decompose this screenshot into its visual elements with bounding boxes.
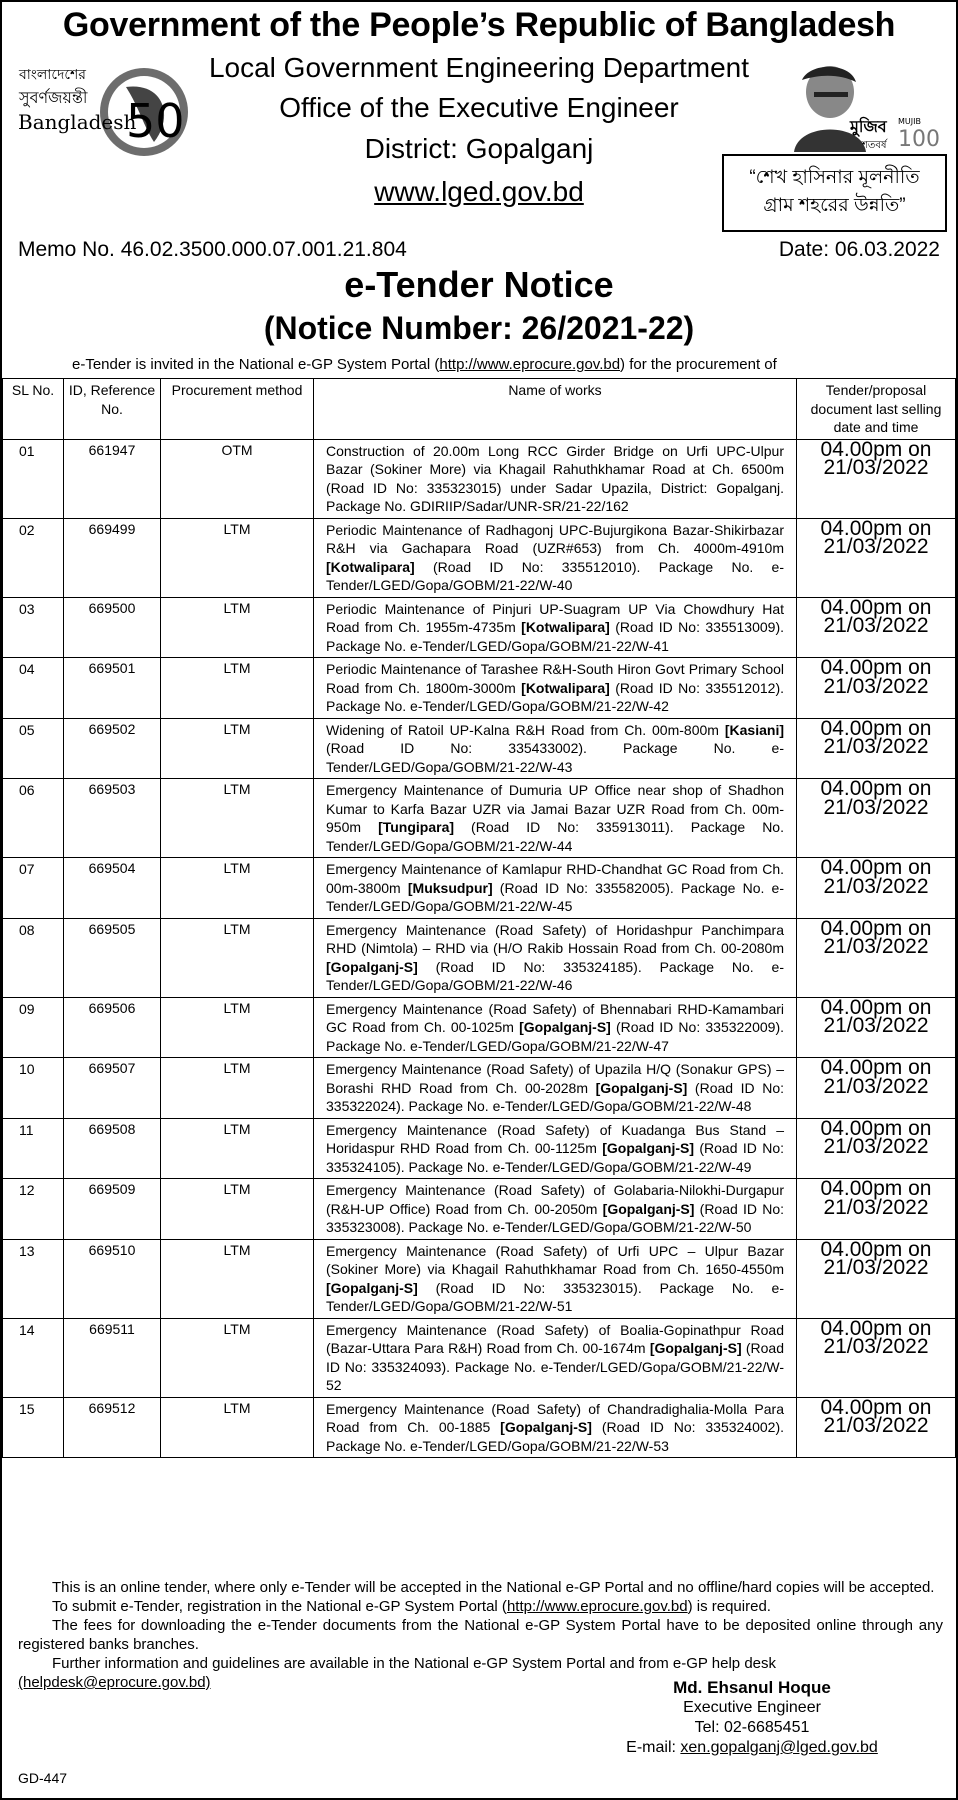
- work-name-text: Periodic Maintenance of Radhagonj UPC-Bujurgikona Bazar-Shikirbazar R&H via Gachapara Road (UZR#653) from Ch. 4000m-4910m: [326, 521, 784, 556]
- slogan-box: [722, 154, 947, 232]
- work-name-text-post: (Road ID No: 335913011). Package No. Tender/LGED/Gopa/GOBM/21-22/W-44: [326, 819, 784, 854]
- row-id: 669502: [64, 718, 161, 779]
- row-name-of-work: [314, 718, 797, 779]
- work-upazila: [Kotwalipara]: [521, 679, 610, 696]
- col-name: Name of works: [314, 379, 797, 440]
- row-name-of-work: [314, 1179, 797, 1240]
- row-name-of-work: [314, 858, 797, 919]
- row-sl: 08: [3, 918, 64, 997]
- work-name-text-post: (Road ID No: 335322024). Package No. e-Tender/LGED/Gopa/GOBM/21-22/W-48: [326, 1079, 784, 1114]
- row-sl: 05: [3, 718, 64, 779]
- row-id: 669509: [64, 1179, 161, 1240]
- work-name-text-post: (Road ID No: 335323008). Package No. e-Tender/LGED/Gopa/GOBM/21-22/W-50: [326, 1200, 785, 1235]
- logo-50-text: 50: [126, 94, 185, 148]
- row-method: LTM: [161, 518, 314, 597]
- row-method: LTM: [161, 1118, 314, 1179]
- work-name-text: Periodic Maintenance of Pinjuri UP-Suagram UP Via Chowdhury Hat Road from Ch. 1955m-4735m: [326, 600, 784, 635]
- work-upazila: [Kotwalipara]: [521, 619, 610, 635]
- table-header-row: [3, 379, 956, 440]
- work-name-text: Emergency Maintenance (Road Safety) of Bhennabari RHD-Kamambari GC Road from Ch. 00-1025m: [326, 1000, 784, 1035]
- table-row: [3, 1239, 956, 1318]
- work-name-text-post: (Road ID No: 335324105). Package No. e-Tender/LGED/Gopa/GOBM/21-22/W-49: [326, 1140, 784, 1175]
- work-name-text-post: (Road ID No: 335512010). Package No. e-Tender/LGED/Gopa/GOBM/21-22/W-40: [326, 558, 784, 593]
- work-name-text: Emergency Maintenance (Road Safety) of Upazila H/Q (Sonakur GPS) – Borashi RHD Road from Ch. 00-2028m: [326, 1061, 784, 1096]
- logo-bangladesh-text: Bangladesh: [18, 110, 137, 134]
- table-row: [3, 518, 956, 597]
- work-name-text: Emergency Maintenance (Road Safety) of Chandradighalia-Molla Para Road from Ch. 00-1885: [326, 1400, 784, 1435]
- row-sl: 03: [3, 597, 64, 658]
- work-upazila: [Gopalganj-S]: [595, 1079, 688, 1096]
- row-sl: 12: [3, 1179, 64, 1240]
- row-last-date: 04.00pm on 21/03/2022: [797, 1397, 956, 1458]
- row-id: 669501: [64, 658, 161, 719]
- row-last-date: 04.00pm on 21/03/2022: [797, 1239, 956, 1318]
- work-name-text-post: (Road ID No: 335324002). Package No. e-Tender/LGED/Gopa/GOBM/21-22/W-53: [326, 1419, 784, 1454]
- row-sl: 15: [3, 1397, 64, 1458]
- work-name-text-post: (Road ID No: 335513009). Package No. e-Tender/LGED/Gopa/GOBM/21-22/W-41: [326, 619, 785, 654]
- row-last-date: 04.00pm on 21/03/2022: [797, 718, 956, 779]
- row-name-of-work: [314, 597, 797, 658]
- notice-date: Date: 06.03.2022: [778, 238, 940, 261]
- row-method: LTM: [161, 1058, 314, 1119]
- mujib-100-text: 100: [898, 127, 940, 152]
- row-last-date: 04.00pm on 21/03/2022: [797, 1058, 956, 1119]
- table-row: [3, 1118, 956, 1179]
- row-sl: 06: [3, 779, 64, 858]
- row-name-of-work: [314, 918, 797, 997]
- mujib-sub-label: শতবর্ষ: [862, 140, 887, 151]
- row-last-date: 04.00pm on 21/03/2022: [797, 997, 956, 1058]
- row-last-date: 04.00pm on 21/03/2022: [797, 658, 956, 719]
- work-upazila: [Kotwalipara]: [326, 558, 415, 575]
- helpdesk-email-link[interactable]: (helpdesk@eprocure.gov.bd): [18, 1674, 211, 1691]
- logo-bangla-line1: বাংলাদেশের: [19, 67, 86, 83]
- table-row: [3, 718, 956, 779]
- row-sl: 07: [3, 858, 64, 919]
- slogan-line1: “শেখ হাসিনার মূলনীতি: [749, 167, 920, 188]
- row-last-date: 04.00pm on 21/03/2022: [797, 858, 956, 919]
- department-heading: Local Government Engineering Department: [208, 52, 750, 83]
- row-method: LTM: [161, 1179, 314, 1240]
- row-name-of-work: [314, 658, 797, 719]
- table-row: [3, 658, 956, 719]
- mujib-label: মুজিব: [850, 117, 887, 136]
- note-2-post: ) is required.: [687, 1598, 771, 1615]
- row-last-date: 04.00pm on 21/03/2022: [797, 779, 956, 858]
- row-name-of-work: [314, 1318, 797, 1397]
- work-name-text-post: (Road ID No: 335322009). Package No. e-Tender/LGED/Gopa/GOBM/21-22/W-47: [326, 1019, 784, 1054]
- work-name-text: Emergency Maintenance (Road Safety) of Horidashpur Panchimpara RHD (Nimtola) – RHD via (H/O Rakib Hossain Road from Ch. 00-2080m: [326, 921, 784, 956]
- signature-block: [622, 1678, 882, 1758]
- row-id: 661947: [64, 439, 161, 518]
- row-id: 669512: [64, 1397, 161, 1458]
- row-id: 669503: [64, 779, 161, 858]
- note-2-link[interactable]: http://www.eprocure.gov.bd: [506, 1598, 688, 1615]
- row-method: LTM: [161, 918, 314, 997]
- logo-bangla-line2: সুবর্ণজয়ন্তী: [19, 88, 88, 107]
- work-upazila: [Tungipara]: [378, 819, 455, 835]
- row-name-of-work: [314, 518, 797, 597]
- row-last-date: 04.00pm on 21/03/2022: [797, 918, 956, 997]
- note-4: Further information and guidelines are available in the National e-GP System Portal and from e-GP help desk: [52, 1655, 776, 1672]
- table-row: [3, 597, 956, 658]
- table-row: [3, 1179, 956, 1240]
- table-row: [3, 1397, 956, 1458]
- row-id: 669511: [64, 1318, 161, 1397]
- work-name-text-post: (Road ID No: 335582005). Package No. e-Tender/LGED/Gopa/GOBM/21-22/W-45: [326, 879, 785, 914]
- email-label: E-mail:: [626, 1739, 681, 1756]
- table-row: [3, 858, 956, 919]
- mujib-small-label: MUJIB: [898, 117, 921, 126]
- work-upazila: [Gopalganj-S]: [500, 1419, 592, 1435]
- table-row: [3, 439, 956, 518]
- col-id: ID, Reference No.: [64, 379, 161, 440]
- row-method: LTM: [161, 1239, 314, 1318]
- row-last-date: 04.00pm on 21/03/2022: [797, 597, 956, 658]
- work-name-text: Emergency Maintenance of Dumuria UP Office near shop of Shadhon Kumar to Karfa Bazar UZR via Jamai Bazar UZR Road from Ch. 00m-950m: [326, 782, 784, 835]
- memo-number: Memo No. 46.02.3500.000.07.001.21.804: [18, 238, 407, 261]
- row-method: OTM: [161, 439, 314, 518]
- work-name-text-post: (Road ID No: 335324185). Package No. e-Tender/LGED/Gopa/GOBM/21-22/W-46: [326, 958, 784, 993]
- work-name-text: Emergency Maintenance of Kamlapur RHD-Chandhat GC Road from Ch. 00m-3800m: [326, 861, 784, 896]
- website-link[interactable]: www.lged.gov.bd: [374, 176, 584, 207]
- work-name-text-post: (Road ID No: 335433002). Package No. e-Tender/LGED/Gopa/GOBM/21-22/W-43: [326, 740, 784, 775]
- note-3: The fees for downloading the e-Tender documents from the National e-GP System Portal have to be deposited online through any registered banks branches.: [18, 1617, 943, 1653]
- golden-jubilee-emblem-icon: [14, 57, 199, 167]
- row-last-date: 04.00pm on 21/03/2022: [797, 439, 956, 518]
- row-name-of-work: [314, 779, 797, 858]
- work-name-text: Construction of 20.00m Long RCC Girder Bridge on Urfi UPC-Ulpur Bazar (Sokiner More) via Khagail Rahuthkhamar Road at Ch. 6500m (Road ID No: 335323015) under Sadar Upazila, District: Gopalganj. Package No. GDIRIIP/Sadar/UNR-SR/21-22/162: [326, 442, 784, 514]
- row-name-of-work: [314, 439, 797, 518]
- signatory-tel: Tel: 02-6685451: [694, 1719, 810, 1736]
- mujib-borsho-logo: [780, 62, 940, 152]
- row-last-date: 04.00pm on 21/03/2022: [797, 518, 956, 597]
- row-id: 669500: [64, 597, 161, 658]
- col-method: Procurement method: [161, 379, 314, 440]
- notice-title: e-Tender Notice: [344, 264, 614, 305]
- government-heading: Government of the People’s Republic of Bangladesh: [62, 6, 896, 44]
- row-sl: 02: [3, 518, 64, 597]
- signatory-designation: Executive Engineer: [683, 1699, 821, 1716]
- row-sl: 11: [3, 1118, 64, 1179]
- slogan-line2: গ্রাম শহরের উন্নতি”: [763, 195, 906, 216]
- work-name-text: Emergency Maintenance (Road Safety) of Kuadanga Bus Stand – Horidaspur RHD Road from Ch. 00-1125m: [326, 1121, 784, 1156]
- notice-number: (Notice Number: 26/2021-22): [263, 310, 695, 346]
- eprocure-link[interactable]: http://www.eprocure.gov.bd: [439, 356, 621, 373]
- row-id: 669504: [64, 858, 161, 919]
- work-name-text-post: (Road ID No: 335324093). Package No. e-Tender/LGED/Gopa/GOBM/21-22/W-52: [326, 1340, 784, 1393]
- row-last-date: 04.00pm on 21/03/2022: [797, 1318, 956, 1397]
- row-name-of-work: [314, 997, 797, 1058]
- row-last-date: 04.00pm on 21/03/2022: [797, 1179, 956, 1240]
- mujib-portrait-icon: [780, 62, 940, 152]
- row-id: 669506: [64, 997, 161, 1058]
- row-sl: 01: [3, 439, 64, 518]
- row-method: LTM: [161, 858, 314, 919]
- row-method: LTM: [161, 779, 314, 858]
- row-id: 669510: [64, 1239, 161, 1318]
- table-row: [3, 779, 956, 858]
- row-id: 669505: [64, 918, 161, 997]
- note-2: [18, 1597, 943, 1616]
- work-name-text-post: (Road ID No: 335512012). Package No. e-Tender/LGED/Gopa/GOBM/21-22/W-42: [326, 679, 785, 714]
- row-method: LTM: [161, 718, 314, 779]
- table-row: [3, 1058, 956, 1119]
- row-id: 669499: [64, 518, 161, 597]
- work-upazila: [Gopalganj-S]: [649, 1340, 742, 1356]
- note-1: This is an online tender, where only e-Tender will be accepted in the National e-GP Portal and no offline/hard copies will be accepted.: [52, 1579, 935, 1596]
- work-name-text: Emergency Maintenance (Road Safety) of Golabaria-Nilokhi-Durgapur (R&H-UP Office) Road from Ch. 00-2050m: [326, 1182, 784, 1217]
- row-sl: 09: [3, 997, 64, 1058]
- row-name-of-work: [314, 1058, 797, 1119]
- row-method: LTM: [161, 658, 314, 719]
- signatory-name: Md. Ehsanul Hoque: [673, 1678, 831, 1697]
- row-last-date: 04.00pm on 21/03/2022: [797, 1118, 956, 1179]
- row-method: LTM: [161, 1318, 314, 1397]
- work-name-text: Emergency Maintenance (Road Safety) of Boalia-Gopinathpur Road (Bazar-Uttara Para R&H) Road from Ch. 00-1674m: [326, 1321, 784, 1356]
- row-sl: 10: [3, 1058, 64, 1119]
- row-method: LTM: [161, 997, 314, 1058]
- row-name-of-work: [314, 1397, 797, 1458]
- golden-jubilee-logo: [14, 57, 199, 167]
- signatory-email: [622, 1738, 882, 1758]
- row-method: LTM: [161, 1397, 314, 1458]
- table-row: [3, 1318, 956, 1397]
- office-heading: Office of the Executive Engineer: [279, 92, 679, 123]
- intro-text: [72, 356, 777, 373]
- row-name-of-work: [314, 1118, 797, 1179]
- work-upazila: [Gopalganj-S]: [326, 958, 418, 975]
- work-name-text: Periodic Maintenance of Tarashee R&H-South Hiron Govt Primary School Road from Ch. 1800m-3000m: [326, 661, 784, 696]
- row-id: 669507: [64, 1058, 161, 1119]
- works-table: [2, 378, 956, 1458]
- work-upazila: [Gopalganj-S]: [602, 1200, 695, 1217]
- intro-post: ) for the procurement of: [620, 356, 777, 373]
- gd-code: GD-447: [18, 1770, 68, 1786]
- work-name-text: Widening of Ratoil UP-Kalna R&H Road from Ch. 00m-800m: [326, 721, 725, 738]
- table-row: [3, 997, 956, 1058]
- work-upazila: [Muksudpur]: [407, 879, 493, 896]
- row-sl: 13: [3, 1239, 64, 1318]
- work-name-text: Emergency Maintenance (Road Safety) of Urfi UPC – Ulpur Bazar (Sokiner More) via Khagail Rahuthkhamar Road from Ch. 1650-4550m: [326, 1242, 784, 1277]
- work-name-text-post: (Road ID No: 335323015). Package No. e-Tender/LGED/Gopa/GOBM/21-22/W-51: [326, 1279, 784, 1314]
- work-upazila: [Gopalganj-S]: [326, 1279, 418, 1296]
- row-sl: 14: [3, 1318, 64, 1397]
- work-upazila: [Gopalganj-S]: [602, 1140, 694, 1156]
- row-id: 669508: [64, 1118, 161, 1179]
- email-link[interactable]: xen.gopalganj@lged.gov.bd: [680, 1739, 878, 1756]
- district-heading: District: Gopalganj: [364, 133, 594, 164]
- notes-section: [18, 1578, 943, 1692]
- work-upazila: [Gopalganj-S]: [519, 1019, 611, 1035]
- row-method: LTM: [161, 597, 314, 658]
- table-row: [3, 918, 956, 997]
- work-upazila: [Kasiani]: [724, 721, 784, 738]
- intro-pre: e-Tender is invited in the National e-GP System Portal (: [72, 356, 440, 373]
- row-name-of-work: [314, 1239, 797, 1318]
- row-sl: 04: [3, 658, 64, 719]
- col-sl: SL No.: [3, 379, 64, 440]
- col-date: Tender/proposal document last selling date and time: [797, 379, 956, 440]
- note-2-pre: To submit e-Tender, registration in the National e-GP System Portal (: [52, 1598, 507, 1615]
